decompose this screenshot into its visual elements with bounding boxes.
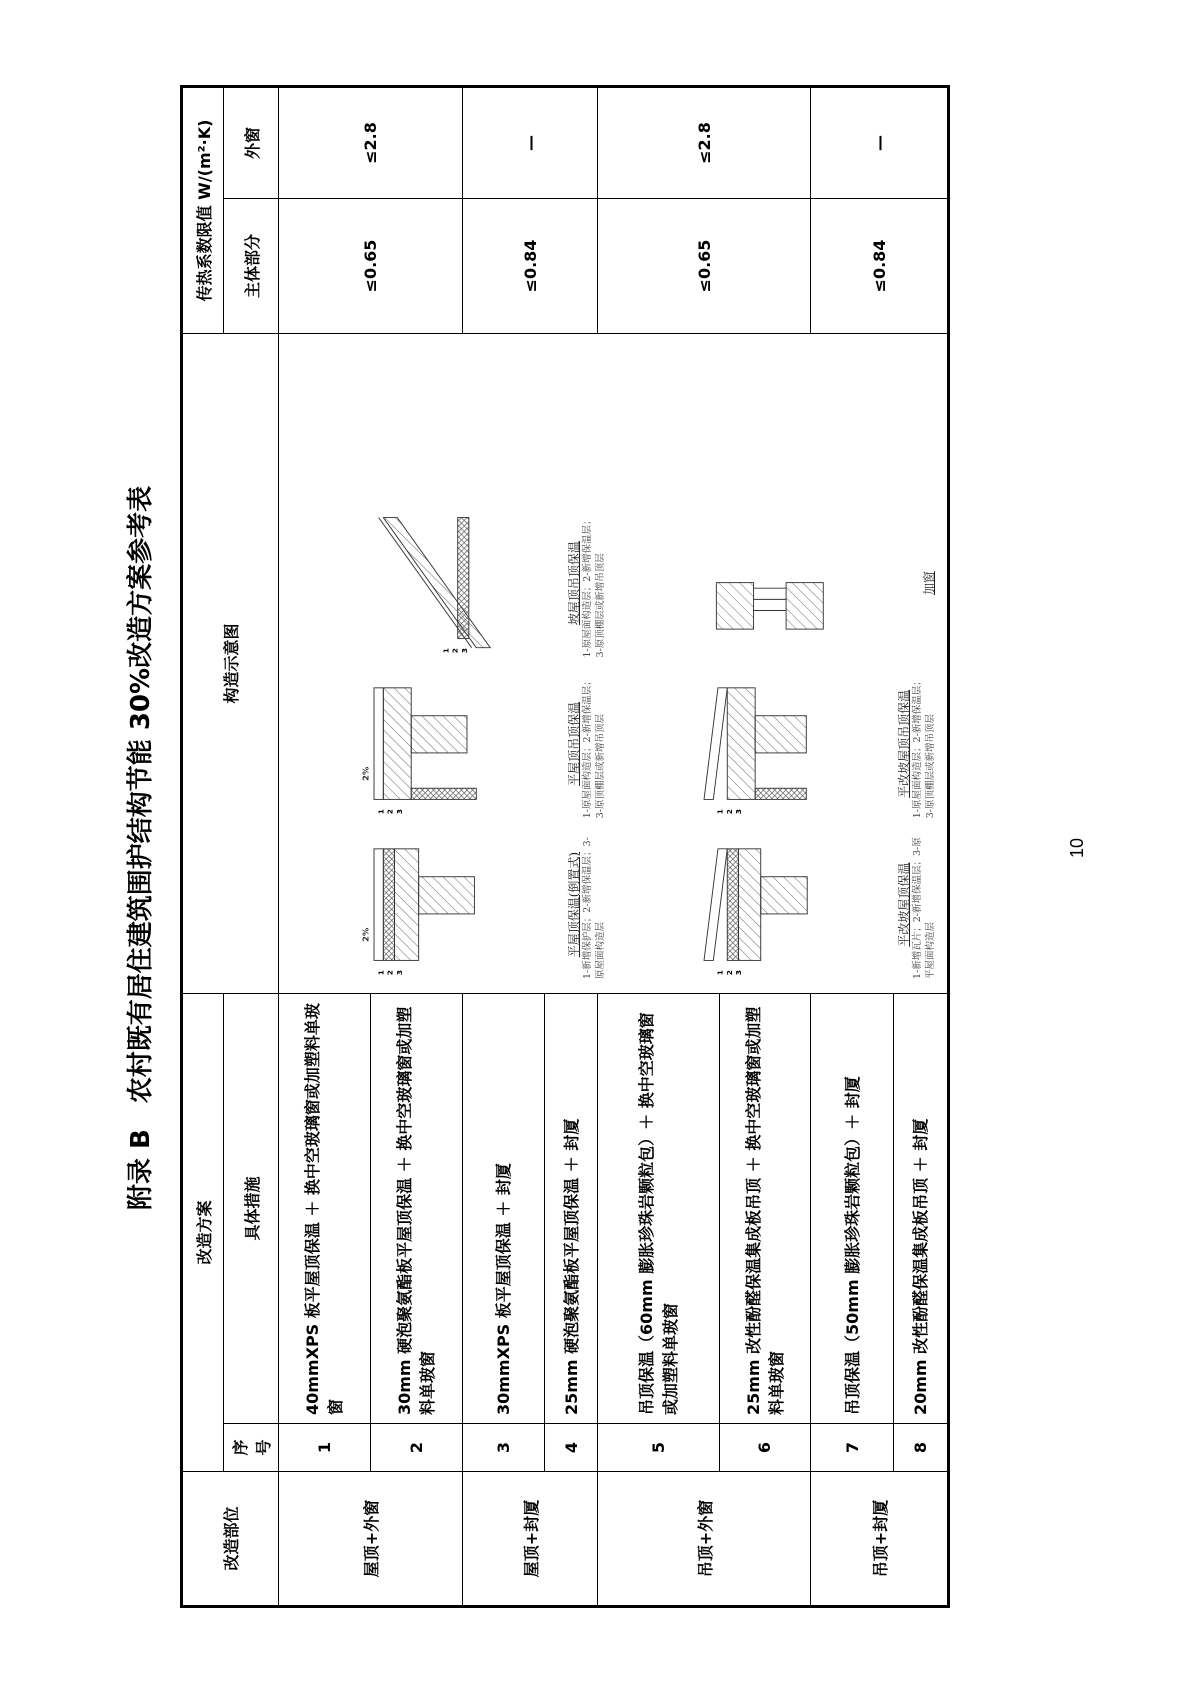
svg-text:3: 3 xyxy=(734,970,744,976)
diagram-note: 1-新增保护层；2-新增保温层；3-原屋面构造层 xyxy=(582,837,606,979)
u-window-cell: — xyxy=(462,86,598,198)
u-main-cell: ≤0.65 xyxy=(598,198,811,333)
diagram-note: 1-原屋面构造层；2-新增保温层；3-原顶棚层或新增吊顶层 xyxy=(582,515,606,658)
diagram-note: 1-新增瓦片；2-新增保温层；3-原平屋面构造层 xyxy=(912,837,936,979)
seq-cell: 6 xyxy=(719,1424,811,1472)
diagram-empty xyxy=(613,342,943,503)
header-u-window: 外窗 xyxy=(224,86,279,198)
part-cell: 吊顶+封厦 xyxy=(811,1472,949,1607)
svg-text:2: 2 xyxy=(385,970,395,976)
header-u-main: 主体部分 xyxy=(224,198,279,333)
header-diagram: 构造示意图 xyxy=(182,333,279,993)
add-window-drawing xyxy=(619,509,916,658)
part-cell: 屋顶+封厦 xyxy=(462,1472,598,1607)
flat-roof-ceiling-drawing xyxy=(289,669,561,818)
svg-text:2: 2 xyxy=(724,809,734,815)
seq-cell: 2 xyxy=(370,1424,462,1472)
u-main-cell: ≤0.65 xyxy=(279,198,463,333)
svg-text:1: 1 xyxy=(376,970,386,976)
measure-cell: 吊顶保温（50mm 膨胀珍珠岩颗粒包）＋ 封厦 xyxy=(811,993,894,1423)
svg-text:3: 3 xyxy=(394,970,404,976)
part-cell: 吊顶+外窗 xyxy=(598,1472,811,1607)
retrofit-scheme-table xyxy=(180,85,950,1608)
diagram-grid xyxy=(283,342,943,985)
diagram-caption: 平改坡屋顶吊顶保温 xyxy=(897,689,912,798)
diagram-caption: 坡屋顶吊顶保温 xyxy=(567,541,582,626)
diagram-flat-to-pitched-ceiling xyxy=(613,663,943,824)
page-number: 10 xyxy=(1067,837,1087,859)
header-measures: 具体措施 xyxy=(224,993,279,1423)
diagram-caption: 加窗 xyxy=(922,571,936,596)
flat-roof-section-drawing xyxy=(289,830,561,979)
svg-text:1: 1 xyxy=(715,970,725,976)
svg-text:2%: 2% xyxy=(360,927,371,942)
diagram-caption: 平改坡屋顶保温 xyxy=(897,862,912,947)
seq-cell: 4 xyxy=(545,1424,598,1472)
diagram-caption: 平屋顶保温(倒置式) xyxy=(567,851,582,958)
u-window-cell: — xyxy=(811,86,949,198)
svg-text:3: 3 xyxy=(734,809,744,815)
seq-cell: 5 xyxy=(598,1424,719,1472)
diagram-flat-roof-ceiling xyxy=(283,663,613,824)
svg-text:3: 3 xyxy=(459,648,469,654)
seq-cell: 7 xyxy=(811,1424,894,1472)
diagram-cell xyxy=(279,333,949,993)
measure-cell: 20mm 改性酚醛保温集成板吊顶 ＋ 封厦 xyxy=(893,993,948,1423)
rotated-page xyxy=(120,88,1087,1608)
seq-cell: 1 xyxy=(279,1424,371,1472)
measure-cell: 30mm 硬泡聚氨酯板平屋顶保温 ＋ 换中空玻璃窗或加塑料单玻窗 xyxy=(370,993,462,1423)
diagram-pitched-roof-ceiling xyxy=(283,503,613,664)
header-scheme: 改造方案 xyxy=(182,993,224,1471)
svg-text:2: 2 xyxy=(724,970,734,976)
header-seq: 序号 xyxy=(224,1424,279,1472)
part-cell: 屋顶+外窗 xyxy=(279,1472,463,1607)
diagram-note: 1-原屋面构造层；2-新增保温层；3-原顶棚层或新增吊顶层 xyxy=(582,676,606,819)
measure-cell: 25mm 改性酚醛保温集成板吊顶 ＋ 换中空玻璃窗或加塑料单玻窗 xyxy=(719,993,811,1423)
u-window-cell: ≤2.8 xyxy=(598,86,811,198)
measure-cell: 吊顶保温（60mm 膨胀珍珠岩颗粒包）＋ 换中空玻璃窗或加塑料单玻窗 xyxy=(598,993,719,1423)
svg-text:2: 2 xyxy=(385,809,395,815)
u-window-cell: ≤2.8 xyxy=(279,86,463,198)
u-main-cell: ≤0.84 xyxy=(462,198,598,333)
flat-to-pitched-drawing xyxy=(619,830,891,979)
flat-to-pitched-ceiling-drawing xyxy=(619,669,891,818)
diagram-note: 1-原屋面构造层；2-新增保温层；3-原顶棚层或新增吊顶层 xyxy=(912,676,936,819)
seq-cell: 3 xyxy=(462,1424,545,1472)
diagram-add-window xyxy=(613,503,943,664)
svg-text:3: 3 xyxy=(394,809,404,815)
svg-text:1: 1 xyxy=(715,809,725,815)
svg-text:2: 2 xyxy=(450,648,460,654)
page-title: 附录 B 农村既有居住建筑围护结构节能 30%改造方案参考表 xyxy=(126,485,156,1211)
u-main-cell: ≤0.84 xyxy=(811,198,949,333)
header-u-value: 传热系数限值 W/(m²·K) xyxy=(182,86,224,333)
diagram-flat-roof-inverted xyxy=(283,824,613,985)
measure-cell: 25mm 硬泡聚氨酯板平屋顶保温 ＋ 封厦 xyxy=(545,993,598,1423)
measure-cell: 40mmXPS 板平屋顶保温 ＋ 换中空玻璃窗或加塑料单玻窗 xyxy=(279,993,371,1423)
pitched-roof-ceiling-drawing xyxy=(289,509,561,658)
seq-cell: 8 xyxy=(893,1424,948,1472)
measure-cell: 30mmXPS 板平屋顶保温 ＋ 封厦 xyxy=(462,993,545,1423)
header-part: 改造部位 xyxy=(182,1472,279,1607)
diagram-empty xyxy=(283,342,613,503)
svg-text:1: 1 xyxy=(376,809,386,815)
diagram-caption: 平屋顶吊顶保温 xyxy=(567,701,582,786)
svg-text:2%: 2% xyxy=(360,766,371,782)
svg-text:1: 1 xyxy=(441,648,451,654)
diagram-flat-to-pitched xyxy=(613,824,943,985)
